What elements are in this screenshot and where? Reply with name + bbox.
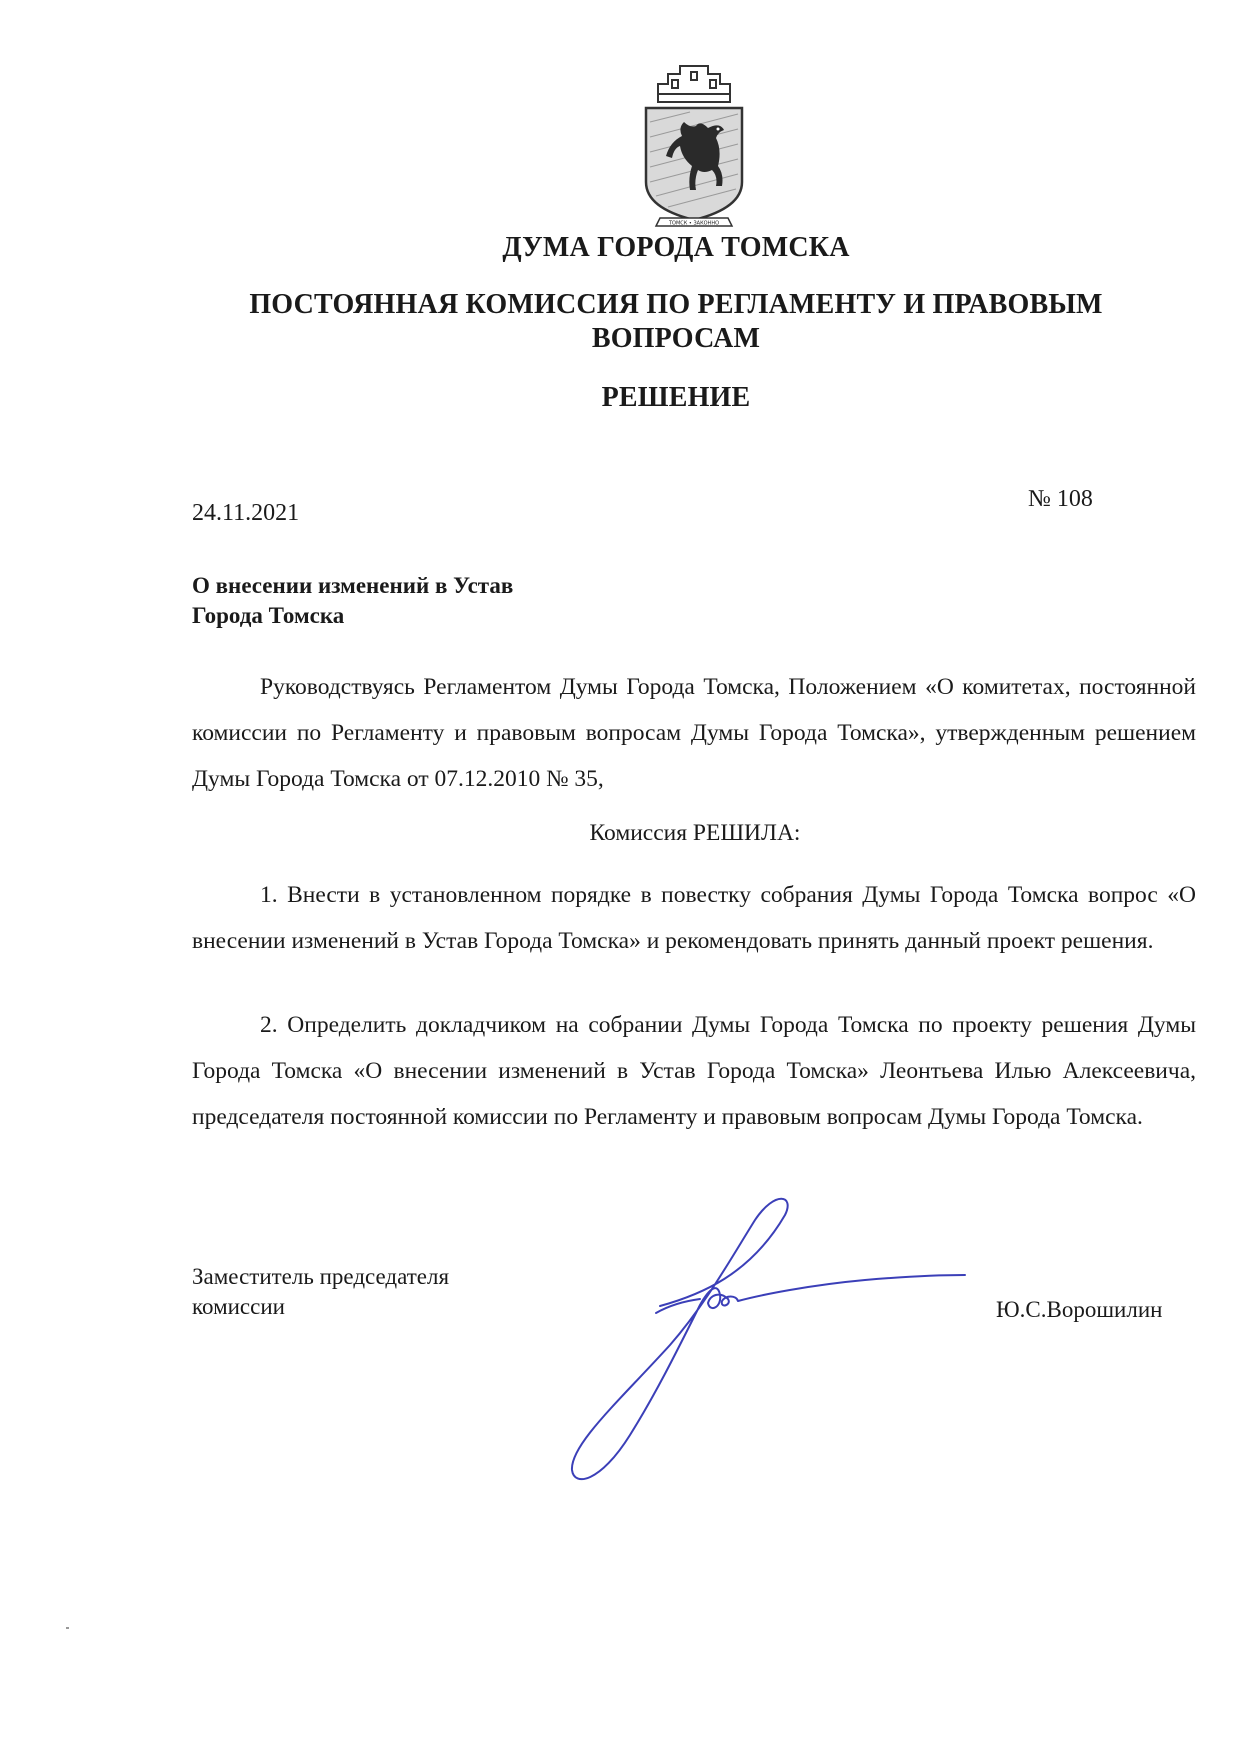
coat-of-arms-emblem <box>638 62 750 232</box>
signatory-position-line2: комиссии <box>192 1294 285 1319</box>
commission-title-line2: ВОПРОСАМ <box>591 323 761 354</box>
preamble-paragraph: Руководствуясь Регламентом Думы Города Томска, Положением «О комитетах, постоянной комиссии по Регламенту и правовым вопросам Думы Города Томска», утвержденным решением Думы Города Томска от 07.12.2010 № 35, <box>192 674 1196 792</box>
handwritten-signature <box>560 1195 980 1485</box>
document-type-title: РЕШЕНИЕ <box>601 382 751 413</box>
document-subject <box>192 571 612 631</box>
scan-speck <box>66 1627 69 1629</box>
coat-of-arms-motto: ТОМСК • ЗАКОННО <box>668 220 720 227</box>
commission-title-line1: ПОСТОЯННАЯ КОМИССИЯ ПО РЕГЛАМЕНТУ И ПРАВОВЫМ <box>249 289 1103 320</box>
document-number: № 108 <box>1028 486 1093 512</box>
commission-title <box>56 288 1240 356</box>
subject-line1: О внесении изменений в Устав <box>192 573 514 598</box>
signatory-name: Ю.С.Ворошилин <box>996 1297 1163 1322</box>
document-date: 24.11.2021 <box>192 500 300 526</box>
organization-title: ДУМА ГОРОДА ТОМСКА <box>502 232 850 263</box>
signatory-position-line1: Заместитель председателя <box>192 1264 450 1289</box>
resolution-item-1: 1. Внести в установленном порядке в повестку собрания Думы Города Томска вопрос «О внесении изменений в Устав Города Томска» и рекомендовать принять данный проект решения. <box>192 882 1196 954</box>
resolution-item-2: 2. Определить докладчиком на собрании Думы Города Томска по проекту решения Думы Города Томска «О внесении изменений в Устав Города Томска» Леонтьева Илью Алексеевича, председателя постоянной комиссии по Регламенту и правовым вопросам Думы Города Томска. <box>192 1012 1196 1130</box>
resolved-heading: Комиссия РЕШИЛА: <box>589 820 801 846</box>
signatory-position <box>192 1262 449 1322</box>
subject-line2: Города Томска <box>192 603 345 628</box>
